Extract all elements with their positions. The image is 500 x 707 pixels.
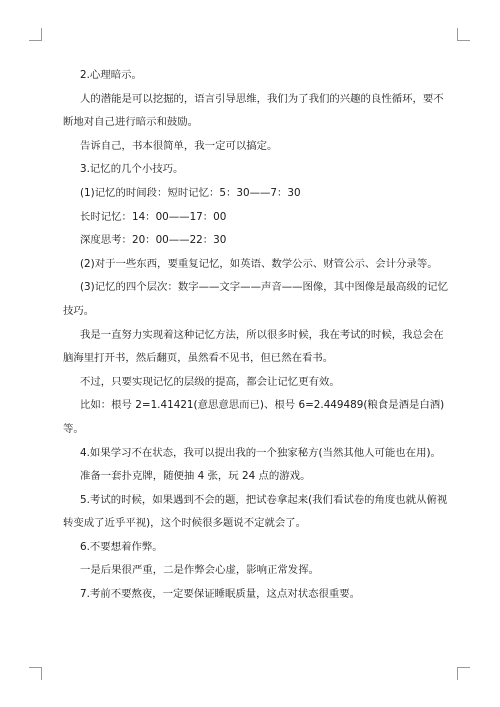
paragraph-heading-3	[63, 158, 443, 182]
paragraph	[63, 88, 443, 112]
paragraph	[63, 229, 443, 253]
crop-mark-top-right	[457, 28, 470, 41]
text-line: 我是一直努力实现着这种记忆方法，所以很多时候，我在考试的时候，我总会在	[80, 328, 444, 341]
text-line: 5.考试的时候，如果遇到不会的题，把试卷拿起来(我们看试卷的角度也就从俯视	[80, 493, 448, 506]
paragraph	[63, 559, 443, 583]
text-line: 人的潜能是可以挖掘的，语言引导思维，我们为了我们的兴趣的良性循环，要不	[80, 92, 444, 105]
paragraph	[63, 276, 448, 300]
text-line: 长时记忆：14：00——17：00	[80, 210, 227, 223]
paragraph	[63, 465, 443, 489]
text-line: 6.不要想着作弊。	[80, 540, 163, 553]
text-line: (3)记忆的四个层次：数字——文字——声音——图像，其中图像是最高级的记忆	[80, 281, 448, 294]
text-line: 告诉自己，书本很简单，我一定可以搞定。	[80, 139, 278, 152]
text-line: 等。	[63, 422, 84, 435]
text-line: 转变成了近乎平视)，这个时候很多题说不定就会了。	[63, 517, 307, 530]
paragraph-continuation	[63, 300, 443, 324]
paragraph	[63, 135, 443, 159]
text-line: (1)记忆的时间段：短时记忆：5：30——7：30	[80, 186, 301, 199]
paragraph-continuation	[63, 347, 443, 371]
crop-mark-bottom-right	[457, 667, 470, 680]
text-line: 3.记忆的几个小技巧。	[80, 163, 184, 176]
paragraph	[63, 324, 443, 348]
text-line: 一是后果很严重，二是作弊会心虚，影响正常发挥。	[80, 564, 319, 577]
text-line: 技巧。	[63, 304, 95, 317]
text-line: 断地对自己进行暗示和鼓励。	[63, 116, 199, 129]
paragraph	[63, 394, 443, 418]
text-line: 准备一套扑克牌，随便抽 4 张，玩 24 点的游戏。	[80, 470, 311, 483]
crop-mark-bottom-left	[29, 667, 42, 680]
paragraph-heading-5	[63, 489, 448, 513]
paragraph-heading-2	[63, 64, 443, 88]
text-line: (2)对于一些东西，要重复记忆，如英语、数学公示、财管公示、会计分录等。	[80, 257, 438, 270]
paragraph-continuation	[63, 512, 443, 536]
text-line: 比如：根号 2=1.41421(意思意思而已)、根号 6=2.449489(粮食是酒是白酒)	[80, 399, 445, 412]
paragraph-continuation	[63, 418, 443, 442]
paragraph-heading-7	[63, 583, 443, 607]
text-line: 4.如果学习不在状态，我可以提出我的一个独家秘方(当然其他人可能也在用)。	[80, 446, 441, 459]
text-line: 7.考前不要熬夜，一定要保证睡眠质量，这点对状态很重要。	[80, 588, 361, 601]
paragraph	[63, 371, 443, 395]
paragraph	[63, 182, 443, 206]
paragraph-heading-6	[63, 536, 443, 560]
paragraph-continuation	[63, 111, 443, 135]
text-line: 2.心理暗示。	[80, 69, 142, 81]
text-line: 不过，只要实现记忆的层级的提高，都会让记忆更有效。	[80, 375, 340, 388]
text-line: 深度思考：20：00——22：30	[80, 234, 227, 247]
text-line: 脑海里打开书，然后翻页，虽然看不见书，但已然在看书。	[63, 352, 334, 365]
paragraph-heading-4	[63, 442, 443, 466]
paragraph	[63, 253, 443, 277]
paragraph	[63, 206, 443, 230]
crop-mark-top-left	[29, 28, 42, 41]
document-body	[63, 64, 448, 607]
